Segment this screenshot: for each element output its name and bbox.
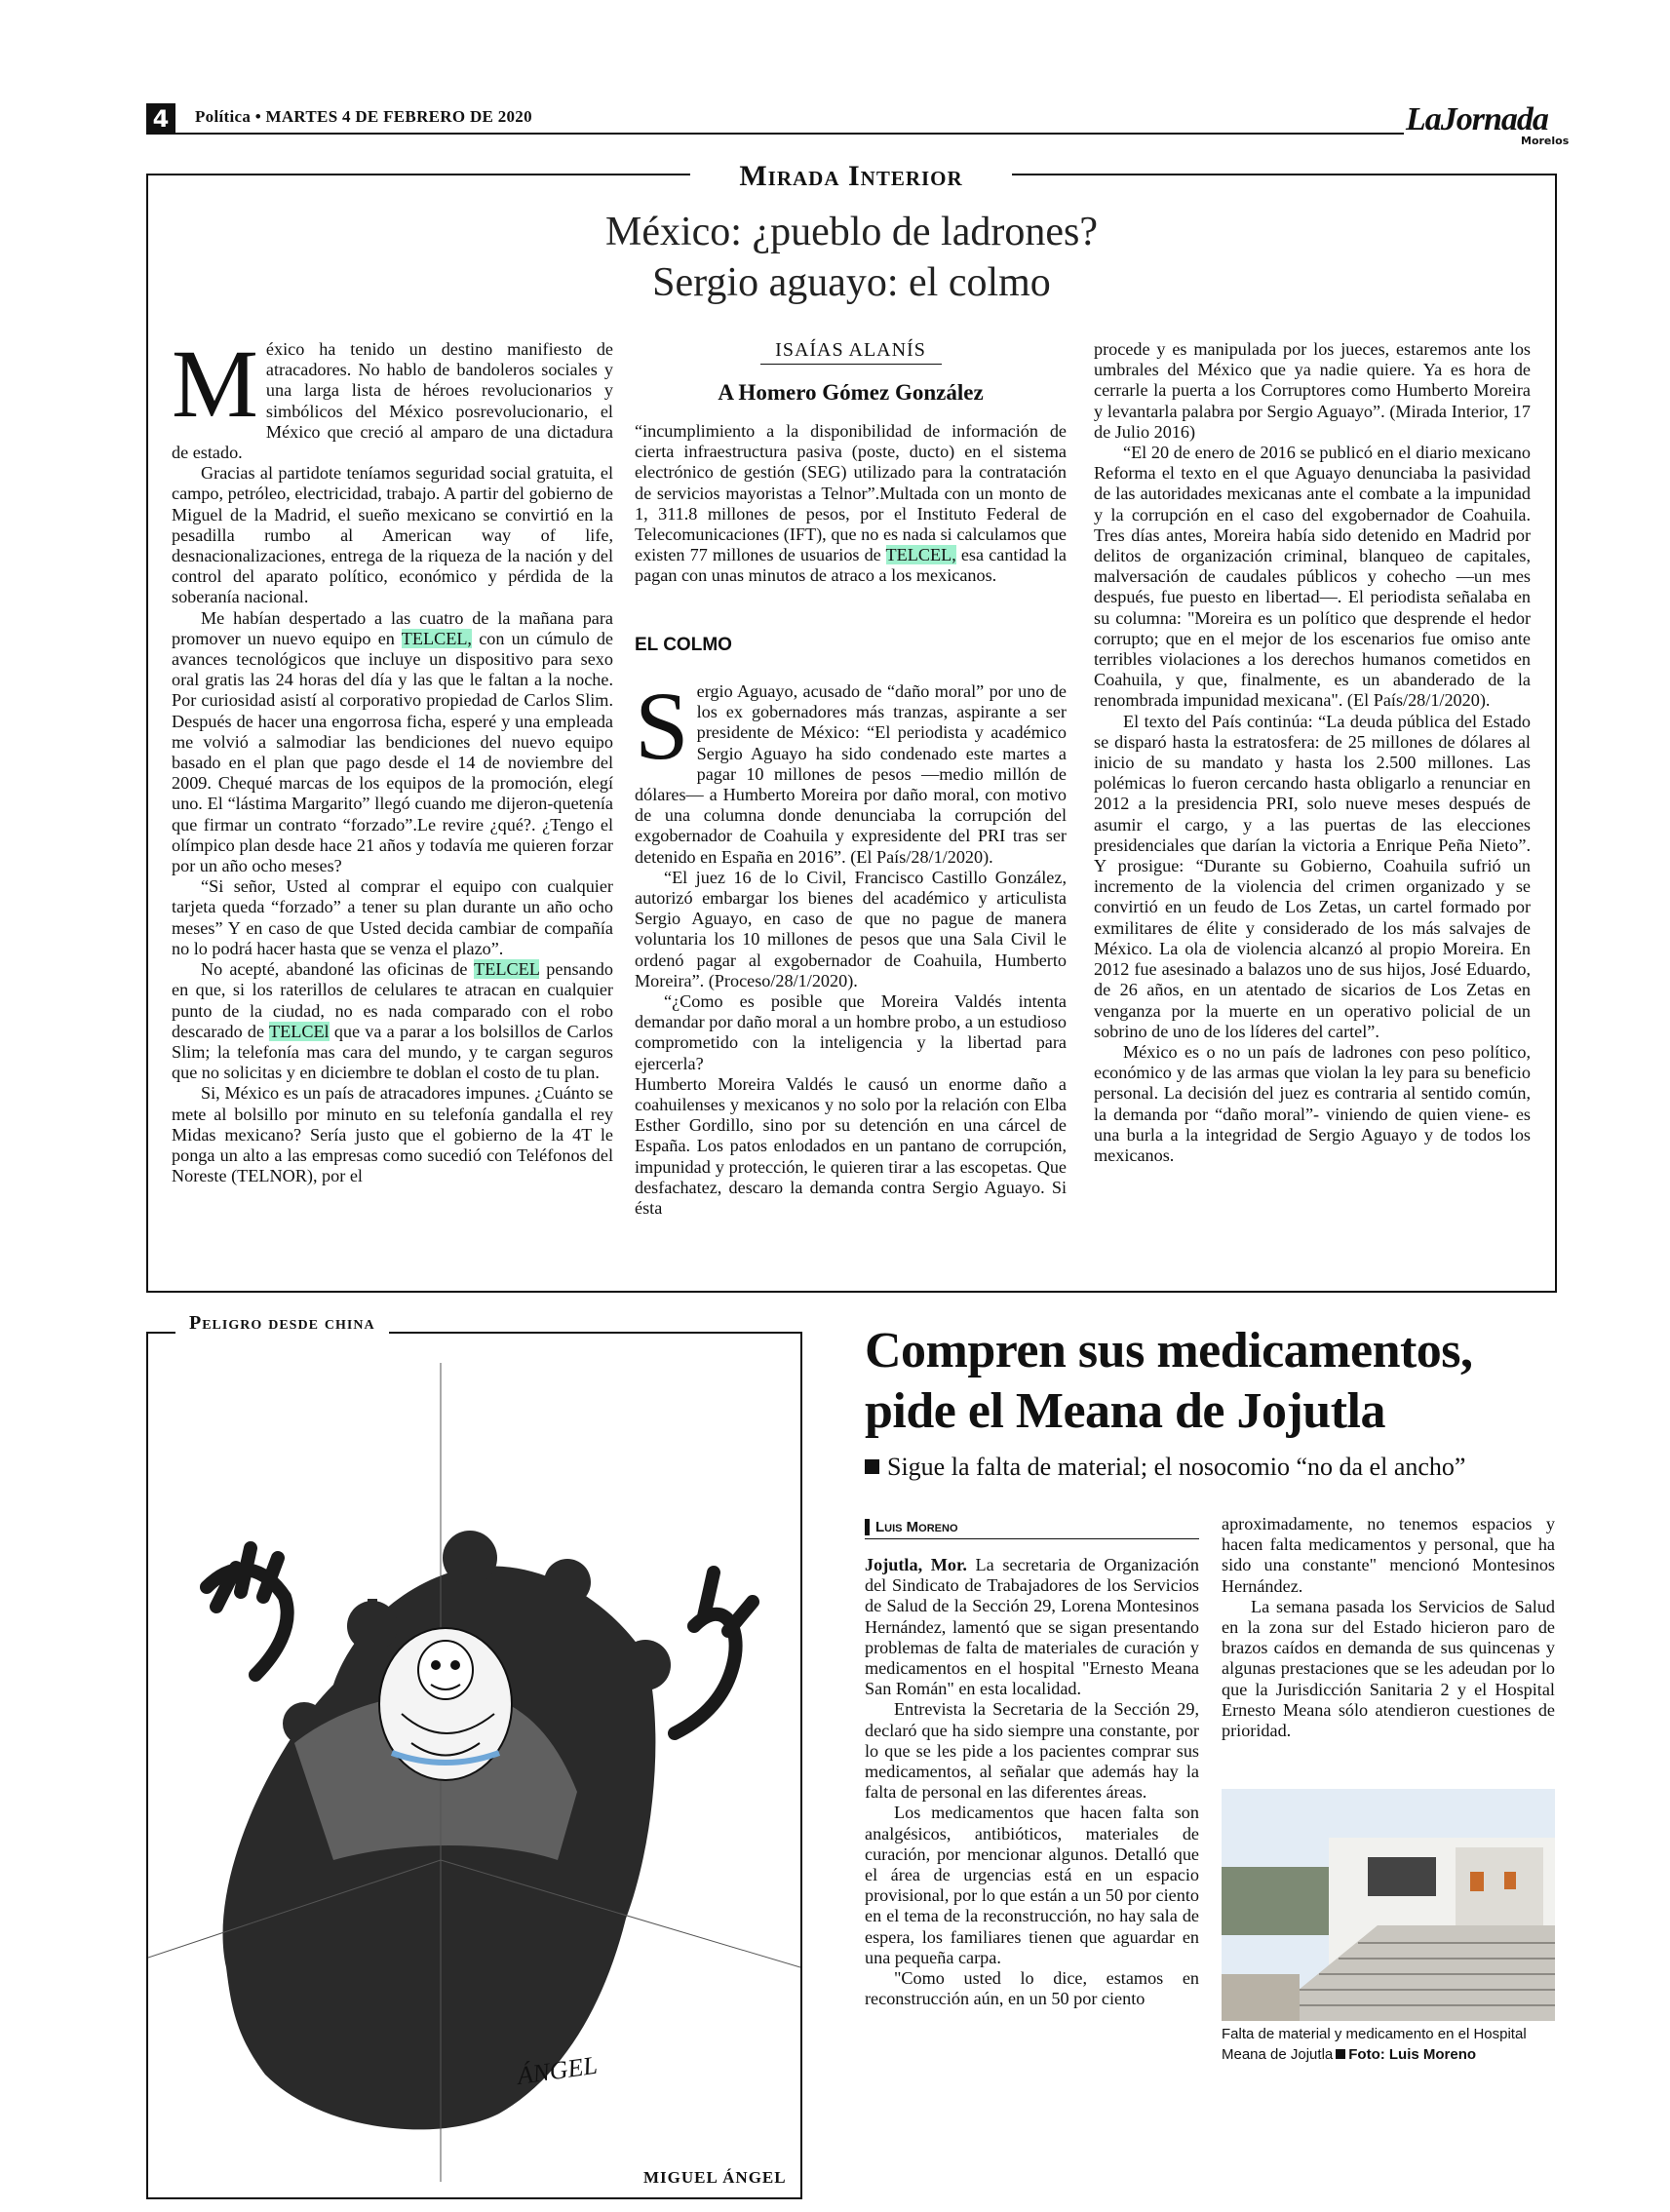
column-text-col2b [635,672,1067,1219]
photo-caption: Falta de material y medicamento en el Hospital Meana de Jojutla Foto: Luis Moreno [1222,2026,1527,2063]
section-date: Política • MARTES 4 DE FEBRERO DE 2020 [195,107,532,126]
header-rule [146,133,1404,135]
paragraph: México ha tenido un destino manifiesto de atracadores. No hablo de bandoleros sociales y una larga lista de héroes revolucionarios y simbólicos del México posrevolucionario, el México que creció al amparo de una dictadura de estado. [172,330,613,463]
author-underline [760,364,942,365]
cartoon-author: MIGUEL ÁNGEL [634,2168,796,2188]
telcel-highlight: TELCEL, [401,628,472,648]
bullet-square-icon [865,1459,879,1474]
bullet-square-icon [1336,2049,1345,2059]
paragraph: Jojutla, Mor. La secretaria de Organización del Sindicato de Trabajadores de los Servicios de Salud de la Sección 29, Lorena Montesinos Hernández, lamentó que se sigan presentando problemas de falta de materiales de curación y medicamentos en el hospital "Ernesto Meana San Román" en esta localidad. [865,1555,1199,1699]
cartoon-frame [146,1332,802,2199]
column-subhead: EL COLMO [635,635,732,655]
column-title-line1: México: ¿pueblo de ladrones? [605,210,1098,254]
paragraph: Sergio Aguayo, acusado de “daño moral” por uno de los ex gobernadores más tranzas, aspirante a ser presidente de México: “El periodista y académico Sergio Aguayo ha sido condenado este martes a pagar 10 millones de pesos —medio millón de dólares— a Humberto Moreira por daño moral, con motivo de una columna donde denunciaba la corrupción del exgobernador de Coahuila y expresidente del PRI tras ser detenido en España en 2016”. (El País/28/1/2020). [635,672,1067,867]
column-tag: Mirada Interior [690,160,1012,193]
news-headline-line1: Compren sus medicamentos, [865,1323,1473,1378]
paragraph: Entrevista la Secretaria de la Sección 29, declaró que ha sido siempre una constante, por lo que se les pide a los pacientes comprar sus medicamentos, al señalar que además hay la falta de personal en las diferentes áreas. [865,1699,1199,1803]
cartoon-signature: ÁNGEL [515,2050,600,2090]
column-text-col3 [1094,339,1531,1166]
paragraph: "Como usted lo dice, estamos en reconstrucción aún, en un 50 por ciento [865,1968,1199,2009]
cartoon-tag: Peligro desde china [175,1312,389,1335]
paragraph: El texto del País continúa: “La deuda pública del Estado se disparó hasta la estratosfera: de 25 millones de dólares al inicio de su mandato y hasta los 2.500 millones. Las polémicas lo fueron cercando hasta obligarlo a renunciar en 2012 a la presidencia PRI, solo nueve meses después de asumir el cargo, y a las puertas de las elecciones presidenciales que darían la victoria a Enrique Peña Nieto”. Y prosigue: “Durante su Gobierno, Coahuila sufrió un incremento de la violencia del crimen organizado y se convirtió en un feudo de Los Zetas, un cartel formado por exmilitares de élite y considerado de los más salvajes de México. La ola de violencia alcanzó al propio Moreira. En 2012 fue asesinado a balazos uno de sus hijos, José Eduardo, de 26 años, en un atentado de sicarios de Los Zetas en venganza por la muerte en un operativo policial de un sobrino de uno de los líderes del cartel”. [1094,711,1531,1041]
news-headline-line2: pide el Meana de Jojutla [865,1383,1385,1439]
paragraph: “El juez 16 de lo Civil, Francisco Castillo González, autorizó embargar los bienes del académico y articulista Sergio Aguayo, en caso de que no pague de manera voluntaria los 10 millones de pesos que una Sala Civil le ordenó pagar al exgobernador de Coahuila, Humberto Moreira”. (Proceso/28/1/2020). [635,867,1067,990]
paragraph: Si, México es un país de atracadores impunes. ¿Cuánto se mete al bolsillo por minuto en su telefonía gandalla el rey Midas mexicano? Sería justo que el gobierno de la 4T le ponga un alto a las empresas como sucedió con Teléfonos del Noreste (TELNOR), por el [172,1083,613,1186]
telcel-highlight: TELCEL, [885,545,956,565]
paragraph: México es o no un país de ladrones con peso político, económico y de las armas que violan la ley para su beneficio personal. La decisión del juez es contraria al sentido común, la demanda por “daño moral”- viniendo de quien viene- es una burla a la integridad de Sergio Aguayo y de todos los mexicanos. [1094,1041,1531,1165]
newspaper-logo: LaJornada [1406,101,1548,137]
paragraph: Gracias al partidote teníamos seguridad social gratuita, el campo, petróleo, electricidad, trabajo. A partir del gobierno de Miguel de la Madrid, el sueño mexicano se convirtió en la pesadilla rumbo al American way of life, desnacionalizaciones, entrega de la riqueza de la nación y del control del aparato político, económico y pérdida de la soberanía nacional. [172,463,613,607]
author-rule [865,1538,1199,1539]
paragraph: Humberto Moreira Valdés le causó un enorme daño a coahuilenses y mexicanos y no solo por la relación con Elba Esther Gordillo, sino por su detención en una cárcel de España. Los patos enlodados en un pantano de corrupción, impunidad y protección, le quieren tirar a las escopetas. Que desfachatez, descaro la demanda contra Sergio Aguayo. Si ésta [635,1073,1067,1219]
news-subheadline: Sigue la falta de material; el nosocomio “no da el ancho” [865,1453,1465,1482]
column-text-col1 [172,330,614,1186]
paragraph: Los medicamentos que hacen falta son analgésicos, antibióticos, materiales de curación, por mencionar algunos. Detalló que el área de urgencias está en un espacio provisional, por lo que están a un 50 por ciento en el tema de la reconstrucción, no hay sala de espera, los familiares tienen que aguardar en una pequeña carpa. [865,1803,1199,1967]
column-title-line2: Sergio aguayo: el colmo [652,260,1051,305]
paragraph: “¿Como es posible que Moreira Valdés intenta demandar por daño moral a un hombre probo, a un estudioso comprometido con la inteligencia y la libertad para ejercerla? [635,991,1067,1073]
paragraph: “Si señor, Usted al comprar el equipo con cualquier tarjeta queda “forzado” a tener su plan durante un año ocho meses” Y en caso de que Usted decida cambiar de compañía no lo podrá hacer hasta que se venza el plazo”. [172,876,613,958]
column-dedication: A Homero Gómez González [718,380,984,405]
dateline: Jojutla, Mor. [865,1555,967,1574]
news-author: Luis Moreno [865,1519,958,1535]
newspaper-logo-sub: Morelos [1521,135,1570,147]
paragraph: procede y es manipulada por los jueces, estaremos ante los umbrales del México que ya nadie quiere. Ya es hora de cerrarle la puerta a los Corruptores como Humberto Moreira y levantarla palabra por Sergio Aguayo”. (Mirada Interior, 17 de Julio 2016) [1094,339,1531,442]
telcel-highlight: TELCEL [474,959,540,980]
drop-cap: S [635,672,689,780]
telcel-highlight: TELCEl [268,1021,330,1041]
paragraph: “incumplimiento a la disponibilidad de información de cierta infraestructura pasiva (poste, ducto) en el sistema electrónico de gestión (SEG) utilizado para la contratación de servicios mayoristas a Telnor”.Multada con un monto de 1, 311.8 millones de pesos, por el Instituto Federal de Telecomunicaciones (IFT), que no es nada si calculamos que existen 77 millones de usuarios de TELCEL, esa cantidad la pagan con unas minutos de atraco a los mexicanos. [635,421,1067,586]
page-number: 4 [146,103,175,135]
drop-cap: M [172,330,258,438]
paragraph: “El 20 de enero de 2016 se publicó en el diario mexicano Reforma el texto en el que Aguayo denunciaba la pasividad de las autoridades mexicanas ante el combate a la impunidad y la corrupción en el caso del exgobernador de Coahuila. Tres días antes, Moreira había sido detenido en Madrid por delitos de organización criminal, blanqueo de capitales, malversación de caudales públicos y cohecho —un mes después, fue puesto en libertad—. El periodista señalaba en su columna: "Moreira es un político que desprende el hedor corrupto; que en el mejor de los escenarios fue omiso ante terribles violaciones a los derechos humanos cometidos en Coahuila, y que, finalmente, es un abanderado de la renombrada impunidad mexicana". (El País/28/1/2020). [1094,443,1531,711]
paragraph: La semana pasada los Servicios de Salud en la zona sur del Estado hicieron paro de brazos caídos en demanda de sus quincenas y algunas prestaciones que se les adeudan por lo que la Jurisdicción Sanitaria 2 y el Hospital Ernesto Meana sólo atendieron cuestiones de prioridad. [1222,1596,1555,1741]
hospital-photo [1222,1789,1555,2021]
cartoon-illustration [148,1334,800,2197]
news-text-col2 [1222,1514,1555,1741]
paragraph: aproximadamente, no tenemos espacios y hacen falta medicamentos y personal, que ha sido una constante" mencionó Montesinos Hernández. [1222,1514,1555,1596]
column-text-col2a [635,421,1067,587]
photo-credit: Foto: Luis Moreno [1348,2046,1477,2063]
column-author: ISAÍAS ALANÍS [775,339,926,361]
paragraph: No acepté, abandoné las oficinas de TELCEL pensando en que, si los raterillos de celulares te atracan en cualquier punto de la ciudad, no es nada comparado con el robo descarado de TELCEl que va a parar a los bolsillos de Carlos Slim; la telefonía mas cara del mundo, y te cargan seguros que no solicitas y en diciembre te doblan el costo de tu plan. [172,959,614,1083]
paragraph: Me habían despertado a las cuatro de la mañana para promover un nuevo equipo en TELCEL, con un cúmulo de avances tecnológicos que incluye un dispositivo para sexo oral gratis las 24 horas del día y las que le faltan a la noche. Por curiosidad asistí al corporativo propiedad de Carlos Slim. Después de hacer una engorrosa ficha, esperé y una empleada me volvió a salmodiar las bendiciones del nuevo equipo basado en el plan que pago desde el 14 de noviembre del 2009. Chequé marcas de los equipos de la promoción, elegí uno. El “lástima Margarito” llegó cuando me dijeron-quetenía que firmar un contrato “forzado”.Le revire ¿qué?. ¿Tengo el olímpico plan desde hace 21 años y todavía me quieren forzar por un año ocho meses? [172,607,614,876]
news-text-col1 [865,1555,1199,2009]
